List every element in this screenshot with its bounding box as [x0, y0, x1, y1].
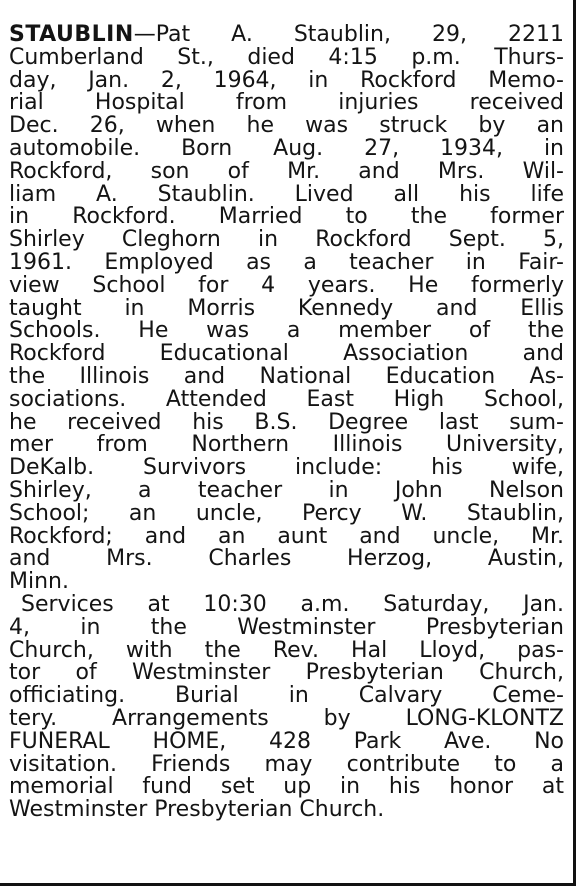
obituary-line: and Mrs. Charles Herzog, Austin,	[9, 548, 564, 572]
obituary-line: sociations. Attended East High School,	[9, 388, 564, 412]
obituary-line: 1961. Employed as a teacher in Fair-	[9, 251, 564, 275]
obituary-line: 4, in the Westminster Presbyterian	[9, 616, 564, 640]
obituary-line: tery. Arrangements by LONG-KLONTZ	[9, 707, 564, 731]
obituary-line: Rockford, son of Mr. and Mrs. Wil-	[9, 160, 564, 184]
obituary-line: automobile. Born Aug. 27, 1934, in	[9, 137, 564, 161]
obituary-line: Church, with the Rev. Hal Lloyd, pas-	[9, 639, 564, 663]
obituary-services-line: Services at 10:30 a.m. Saturday, Jan.	[21, 593, 564, 617]
obituary-line: rial Hospital from injuries received	[9, 92, 564, 116]
obituary-line: Shirley Cleghorn in Rockford Sept. 5,	[9, 229, 564, 252]
obituary-line: Shirley, a teacher in John Nelson	[9, 479, 564, 503]
obituary-line: day, Jan. 2, 1964, in Rockford Memo-	[9, 69, 564, 93]
obituary-line: officiating. Burial in Calvary Ceme-	[9, 685, 564, 708]
obituary-line-1-text: —Pat A. Staublin, 29, 2211	[133, 24, 564, 47]
obituary-line: the Illinois and National Education As-	[9, 365, 564, 389]
obituary-line: in Rockford. Married to the former	[9, 206, 564, 230]
obituary-surname: STAUBLIN	[9, 24, 134, 47]
obituary-line: visitation. Friends may contribute to a	[9, 753, 564, 777]
obituary-line: Westminster Presbyterian Church.	[9, 799, 385, 822]
obituary-line: mer from Northern Illinois University,	[9, 434, 564, 458]
obituary-line: School; an uncle, Percy W. Staublin,	[9, 502, 564, 526]
obituary-line: Schools. He was a member of the	[9, 320, 564, 344]
obituary-line-1	[9, 24, 564, 47]
obituary-line: Rockford; and an aunt and uncle, Mr.	[9, 525, 564, 549]
obituary-line: Dec. 26, when he was struck by an	[9, 115, 564, 138]
obituary-line: taught in Morris Kennedy and Ellis	[9, 297, 564, 321]
obituary-line: tor of Westminster Presbyterian Church,	[9, 662, 564, 686]
obituary-line: Rockford Educational Association and	[9, 343, 564, 366]
obituary-line: liam A. Staublin. Lived all his life	[9, 183, 564, 207]
obituary-line: view School for 4 years. He formerly	[9, 274, 564, 298]
obituary-line: Cumberland St., died 4:15 p.m. Thurs-	[9, 46, 564, 70]
obituary-line: Minn.	[9, 571, 69, 594]
obituary-text-column	[9, 24, 564, 822]
obituary-line: DeKalb. Survivors include: his wife,	[9, 457, 564, 480]
obituary-line: FUNERAL HOME, 428 Park Ave. No	[9, 730, 564, 754]
obituary-line: memorial fund set up in his honor at	[9, 776, 564, 800]
obituary-line: he received his B.S. Degree last sum-	[9, 411, 564, 435]
